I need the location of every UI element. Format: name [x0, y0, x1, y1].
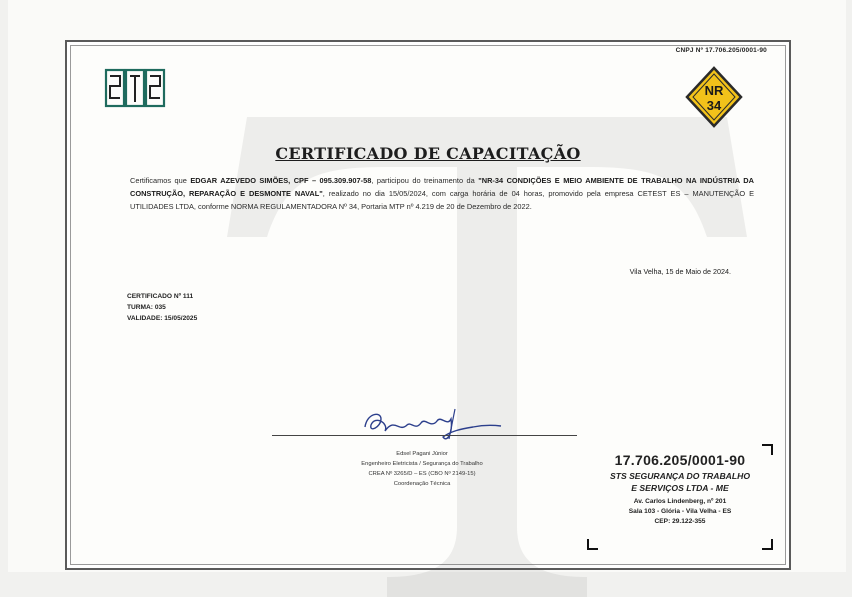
certificate-number: CERTIFICADO Nº 111: [127, 293, 194, 300]
body-intro: Certificamos que: [130, 176, 191, 185]
place-date: Vila Velha, 15 de Maio de 2024.: [629, 267, 731, 276]
stamp-cep: CEP: 29.122-355: [654, 518, 706, 525]
signer-department: Coordenação Técnica: [393, 481, 451, 487]
stamp-corner: [587, 539, 598, 550]
company-logo-icon: [103, 66, 167, 110]
participant-name: EDGAR AZEVEDO SIMÕES, CPF – 095.309.907-58: [190, 176, 372, 185]
validity-date: VALIDADE: 15/05/2025: [127, 315, 198, 322]
certificate-title: CERTIFICADO DE CAPACITAÇÃO: [275, 144, 581, 163]
stamp-address-line1: Av. Carlos Lindenberg, nº 201: [633, 498, 727, 505]
nr-badge-number: 34: [706, 98, 722, 113]
signer-name: Edsel Pagani Júnior: [396, 451, 448, 457]
company-stamp: [587, 444, 773, 550]
class-number: TURMA: 035: [127, 304, 166, 311]
signer-block: [297, 449, 547, 489]
stamp-company-line1: STS SEGURANÇA DO TRABALHO: [609, 471, 751, 481]
stamp-corner: [762, 539, 773, 550]
signature-line: [272, 435, 577, 436]
stamp-corner: [762, 444, 773, 455]
stamp-address-line2: Sala 103 - Glória - Vila Velha - ES: [628, 508, 732, 515]
document-sheet: [8, 0, 846, 572]
stamp-company-line2: E SERVIÇOS LTDA - ME: [631, 483, 729, 493]
signer-role: Engenheiro Eletricista / Segurança do Trabalho: [361, 461, 483, 467]
course-name: "NR-34 CONDIÇÕES E MEIO AMBIENTE DE TRABALHO NA INDÚSTRIA DA CONSTRUÇÃO, REPARAÇÃO E DESMONTE NAVAL": [130, 176, 754, 198]
signer-crea: CREA Nº 3265/D – ES (CBO Nº 2149-15): [368, 471, 476, 477]
header-cnpj: CNPJ Nº 17.706.205/0001-90: [675, 47, 767, 54]
nr-badge-label: NR: [704, 83, 724, 98]
certificate-body: [130, 174, 754, 213]
certificate-info: [127, 291, 197, 324]
certificate-frame: [65, 40, 791, 570]
body-details: , realizado no dia 15/05/2024, com carga horária de 04 horas, promovido pela empresa CETEST ES – MANUTENÇÃO E UTILIDADES LTDA, conforme NORMA REGULAMENTADORA Nº 34, Portaria MTP nº 4.219 de 20 de Dezembro de 2022.: [130, 189, 754, 211]
body-middle: , participou do treinamento da: [371, 176, 479, 185]
stamp-cnpj: 17.706.205/0001-90: [614, 452, 746, 468]
handwritten-signature-icon: [355, 403, 505, 443]
nr34-badge-icon: [685, 66, 743, 128]
